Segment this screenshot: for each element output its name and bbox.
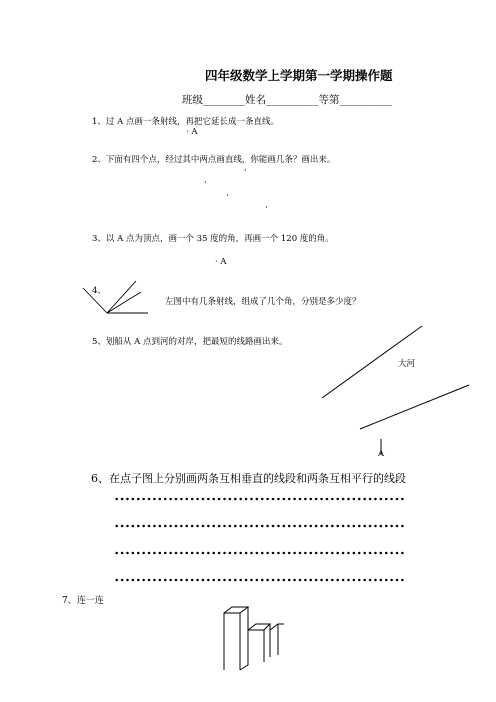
question-5-point-a: A [378,449,385,459]
river-label: 大河 [398,359,416,369]
river-bank-lower [360,385,469,429]
question-2-dot-2: · [204,178,207,188]
ray-1 [83,288,107,313]
ray-3 [107,292,141,313]
question-4-number: 4、 [92,286,106,296]
question-3-point-a: · A [215,257,227,267]
question-3-text: 3、以 A 点为顶点，画一个 35 度的角，再画一个 120 度的角。 [92,234,334,244]
question-1-point-a: · A [186,127,198,137]
question-6-text: 6、在点子图上分别画两条互相垂直的线段和两条互相平行的线段 [91,472,406,485]
ray-4 [107,281,136,313]
question-2-dot-3: · [226,191,229,201]
question-2-text: 2、下面有四个点，经过其中两点画直线，你能画几条？画出来。 [92,155,336,165]
question-2-dot-1: · [244,166,247,176]
buildings-sketch [224,607,284,670]
question-2-dot-4: · [265,203,268,213]
question-1-text: 1、过 A 点画一条射线，再把它延长成一条直线。 [92,117,279,127]
question-5-text: 5、划船从 A 点到河的对岸，把最短的线路画出来。 [92,337,288,347]
student-info-line: 班级________姓名__________等第__________ [182,94,392,106]
short-building-top [248,624,270,630]
question-4-rays-figure [83,281,148,313]
page-title: 四年级数学上学期第一学期操作题 [205,68,393,83]
question-4-text: 左图中有几条射线，组成了几个角，分别是多少度？ [165,297,361,307]
question-7-text: 7、连一连 [62,596,104,606]
river-bank-upper [322,326,422,398]
tall-building-top [224,607,248,670]
river-banks [322,326,469,455]
